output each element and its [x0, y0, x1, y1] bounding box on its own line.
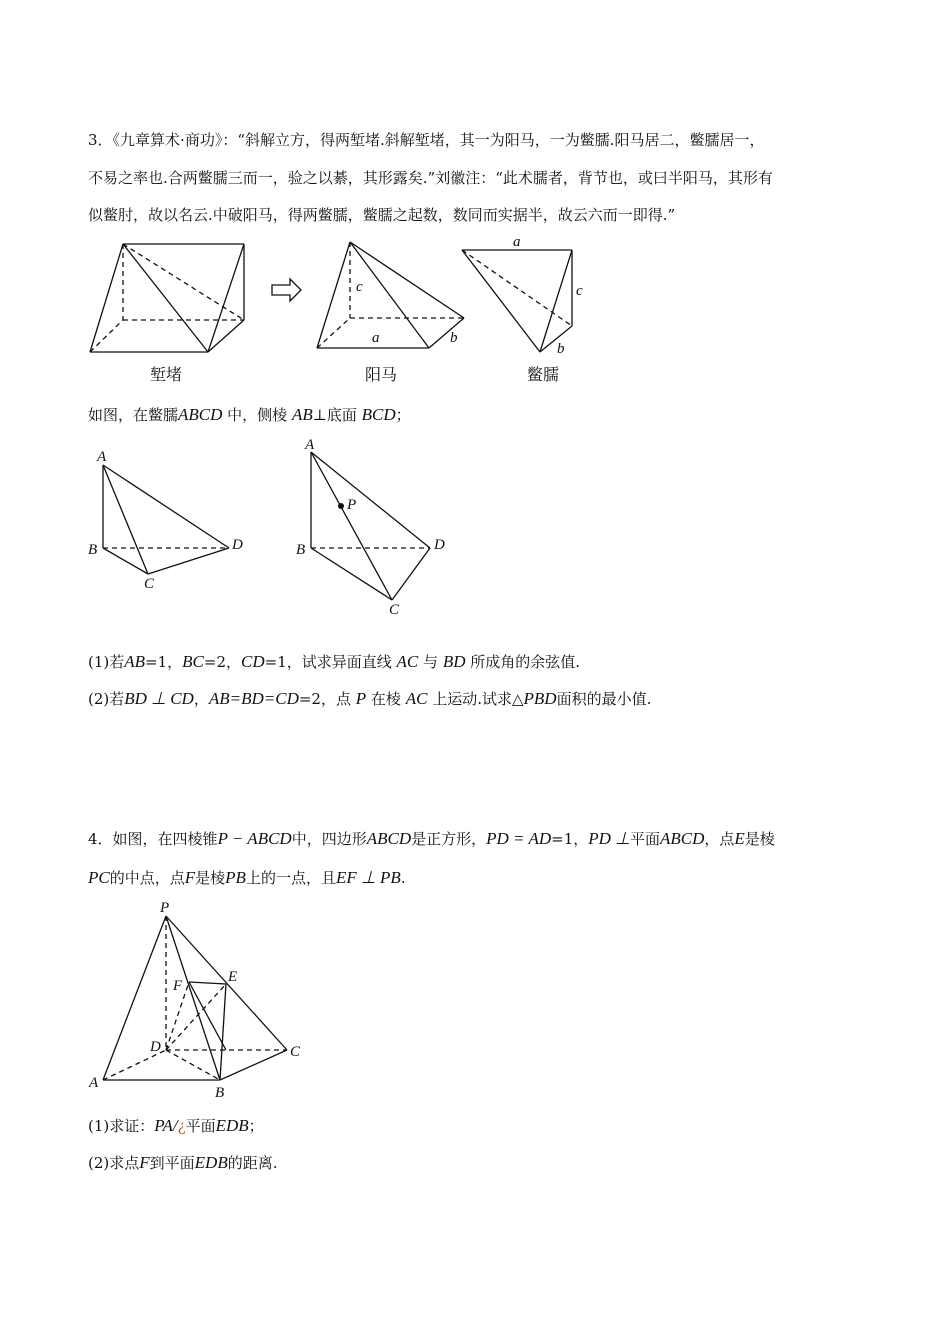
q4-line-1: 4．如图，在四棱锥P − ABCD中，四边形ABCD是正方形，PD = AD=1，PD ⊥平面ABCD，点E是棱	[88, 829, 775, 848]
q4-label-b: B	[215, 1085, 225, 1101]
q3-intro: 如图，在鳖臑ABCD 中，侧棱 AB⊥底面 BCD；	[88, 405, 411, 424]
q3-part-2: (2)若BD ⊥ CD，AB=BD=CD=2，点 P 在棱 AC 上运动.试求△PBD面积的最小值.	[88, 689, 652, 708]
q4-part-2: (2)求点F到平面EDB的距离.	[88, 1153, 278, 1172]
q4-label-e: E	[228, 969, 238, 985]
left-label-c: C	[144, 576, 155, 592]
left-label-d: D	[232, 537, 243, 553]
q4-number: 4	[88, 830, 98, 848]
q3-line-3: 似鳖肘，故以名云.中破阳马，得两鳖臑，鳖臑之起数，数同而实据半，故云六而一即得.”	[88, 206, 676, 224]
right-label-p: P	[347, 497, 357, 513]
q4-label-f: F	[173, 978, 183, 994]
caption-qiandu: 堑堵	[150, 365, 183, 384]
caption-yangma: 阳马	[365, 365, 398, 384]
q3-line-1: 3．《九章算术·商功》：“斜解立方，得两堑堵.斜解堑堵，其一为阳马，一为鳖臑.阳马居二，鳖臑居一，	[88, 131, 765, 149]
left-label-a: A	[97, 449, 107, 465]
bienao-edge-b: b	[557, 341, 565, 357]
caption-bienao: 鳖臑	[527, 365, 560, 384]
bienao-edge-a: a	[513, 234, 521, 250]
q3-number: 3	[88, 131, 98, 149]
right-label-a: A	[305, 437, 315, 453]
right-label-d: D	[434, 537, 445, 553]
bienao-edge-c: c	[576, 283, 583, 299]
q4-label-c: C	[290, 1044, 301, 1060]
q4-label-a: A	[89, 1075, 99, 1091]
right-label-b: B	[296, 542, 306, 558]
q4-part-1: (1)求证：PA/¿平面EDB；	[88, 1116, 264, 1135]
q4-line-2: PC的中点，点F是棱PB上的一点，且EF ⊥ PB.	[88, 868, 406, 887]
q3-part-1: (1)若AB=1，BC=2，CD=1，试求异面直线 AC 与 BD 所成角的余弦值.	[88, 652, 581, 671]
yangma-edge-a: a	[372, 330, 380, 346]
yangma-edge-c: c	[356, 279, 363, 295]
right-label-c: C	[389, 602, 400, 618]
q3-line-2: 不易之率也.合两鳖臑三而一，验之以綦，其形露矣.”刘徽注：“此术臑者，背节也，或曰半阳马，其形有	[88, 169, 773, 187]
q4-label-d: D	[150, 1039, 161, 1055]
left-label-b: B	[88, 542, 98, 558]
q4-label-p: P	[160, 900, 170, 916]
yangma-edge-b: b	[450, 330, 458, 346]
